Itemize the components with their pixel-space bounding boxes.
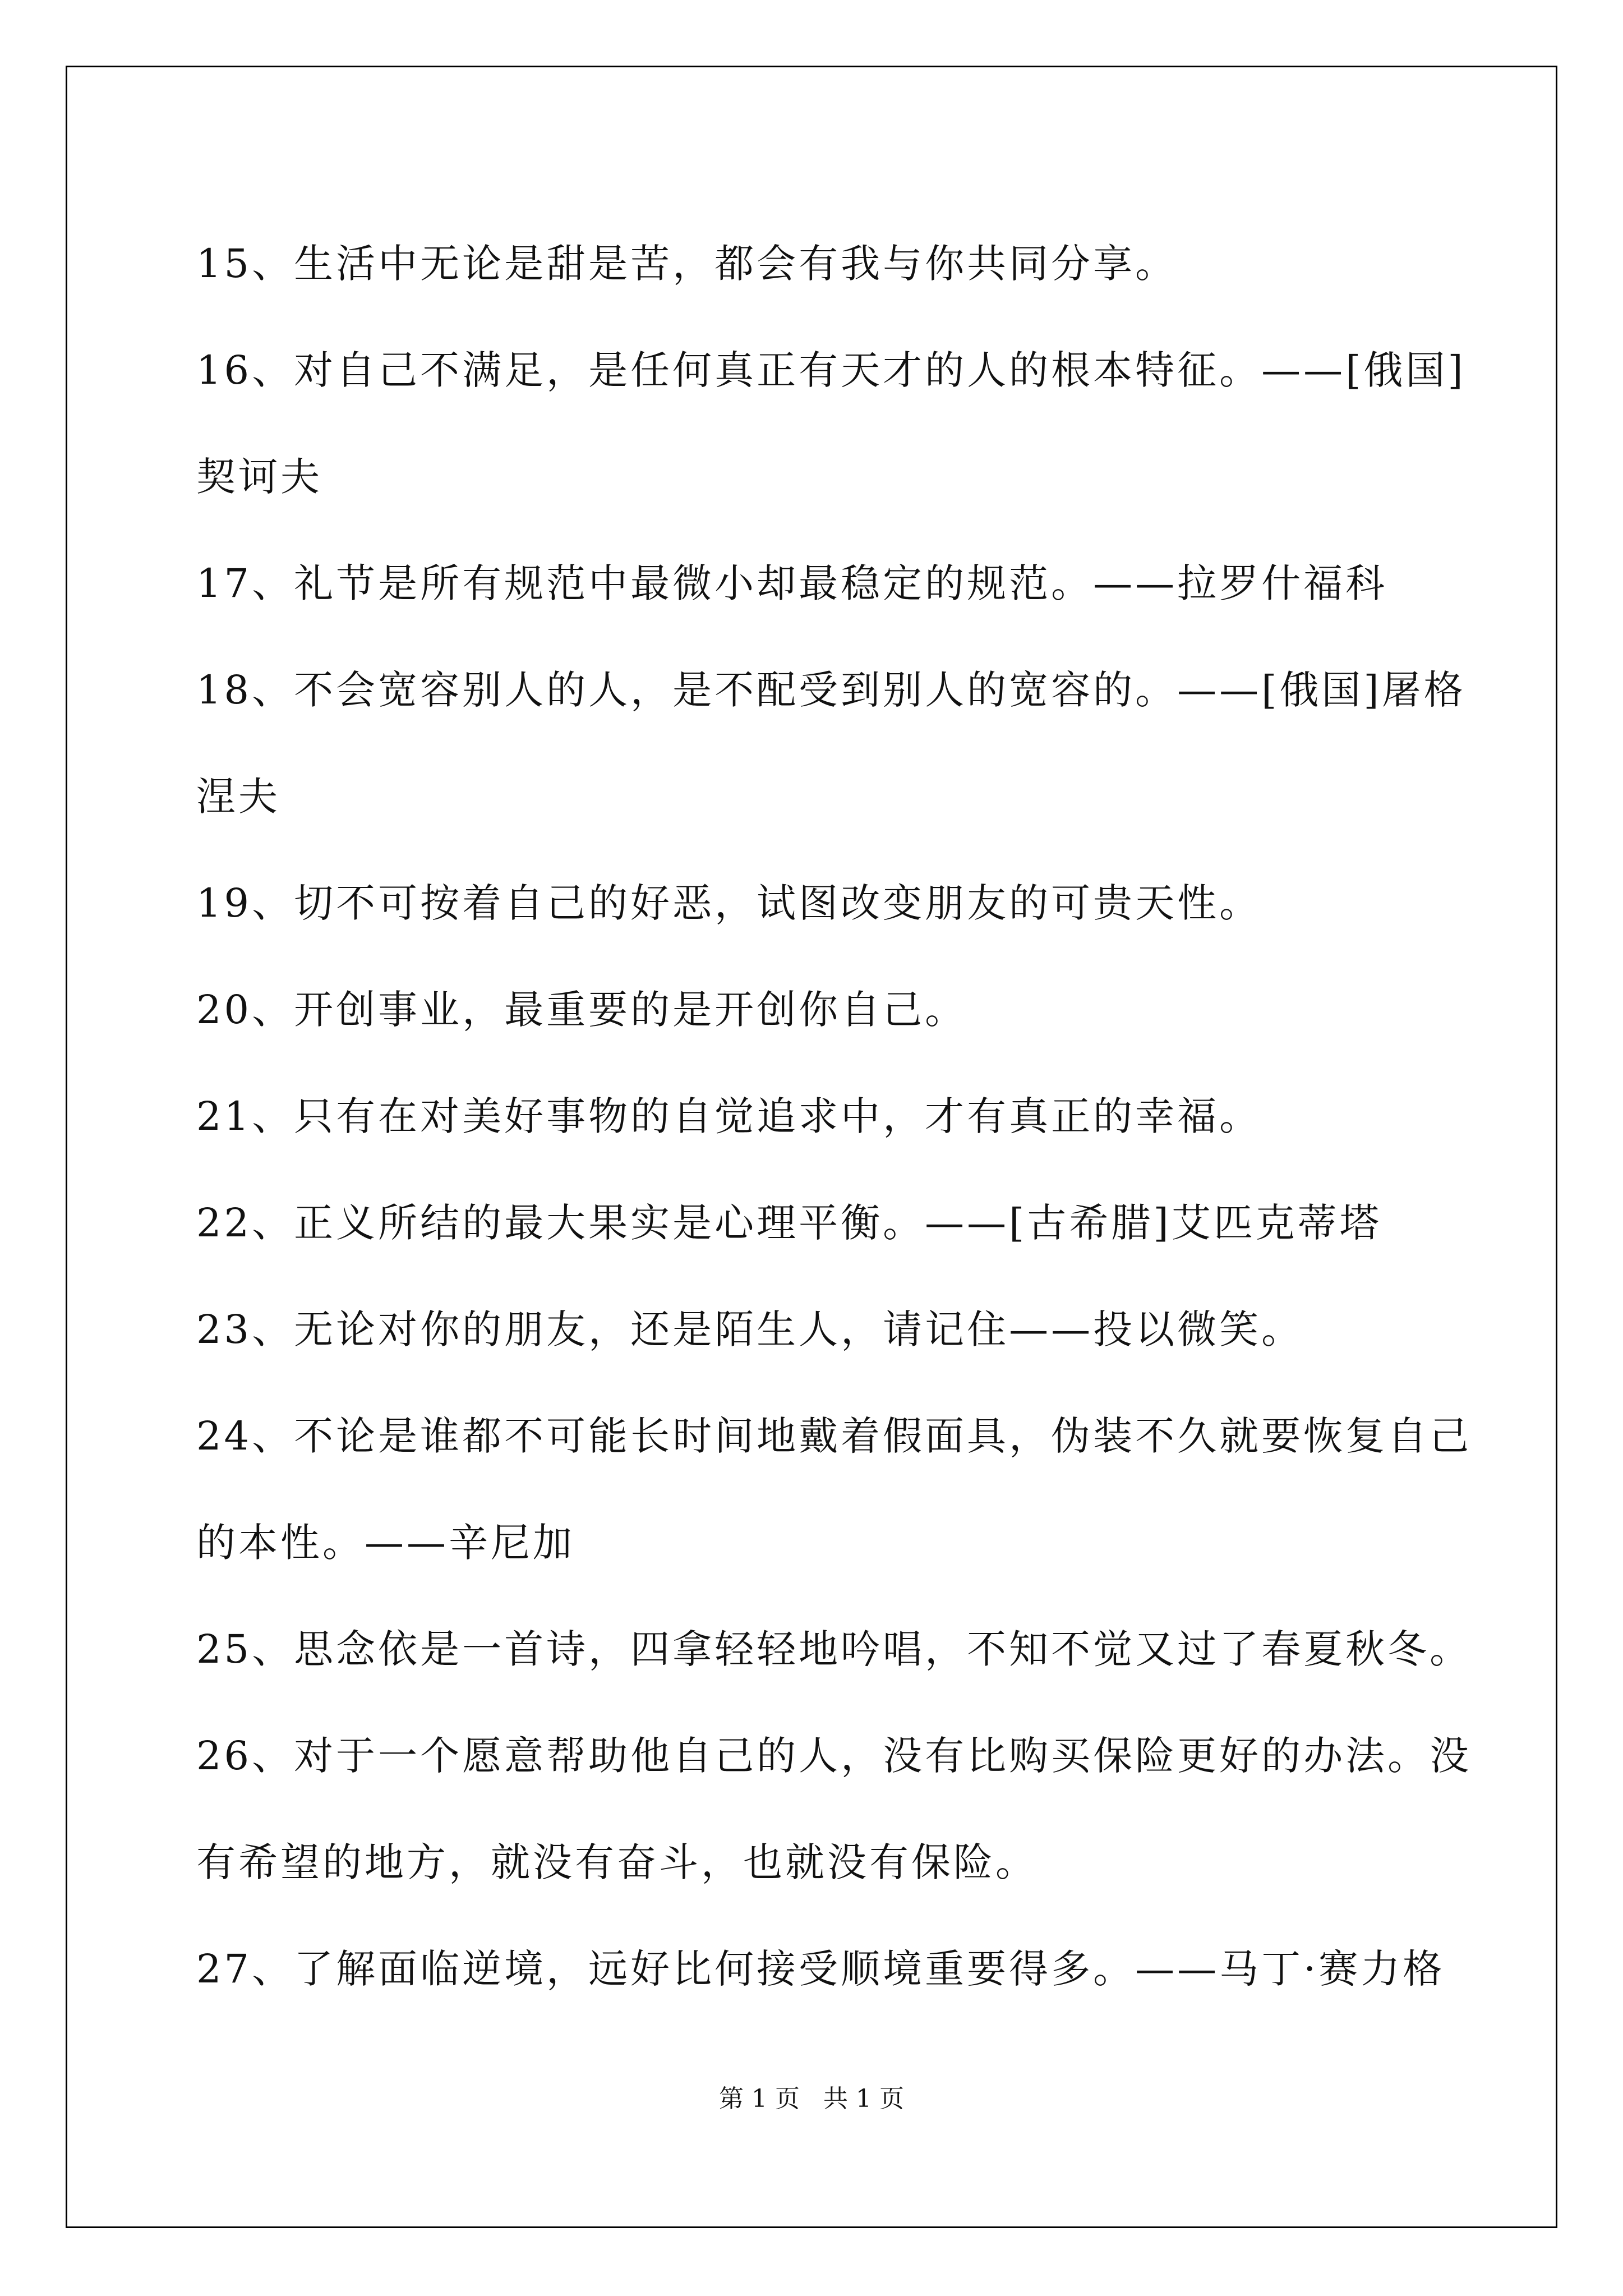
text-line: 18、不会宽容别人的人，是不配受到别人的宽容的。——[俄国]屠格 [196,667,1466,713]
page-number: 第 1 页 [719,2085,800,2113]
text-line: 17、礼节是所有规范中最微小却最稳定的规范。——拉罗什福科 [196,560,1388,606]
text-line: 有希望的地方，就没有奋斗，也就没有保险。 [196,1839,1038,1885]
text-line: 25、思念依是一首诗，四拿轻轻地吟唱，不知不觉又过了春夏秋冬。 [196,1626,1472,1672]
text-line: 26、对于一个愿意帮助他自己的人，没有比购买保险更好的办法。没 [196,1733,1472,1779]
page-footer [0,2078,1623,2114]
text-line: 24、不论是谁都不可能长时间地戴着假面具，伪装不久就要恢复自己 [196,1413,1472,1459]
text-line: 21、只有在对美好事物的自觉追求中，才有真正的幸福。 [196,1093,1262,1139]
text-line: 16、对自己不满足，是任何真正有天才的人的根本特征。——[俄国] [196,347,1466,393]
text-line: 22、正义所结的最大果实是心理平衡。——[古希腊]艾匹克蒂塔 [196,1200,1382,1246]
text-line: 27、了解面临逆境，远好比何接受顺境重要得多。——马丁·赛力格 [196,1946,1445,1992]
text-line: 15、生活中无论是甜是苦，都会有我与你共同分享。 [196,241,1178,287]
text-line: 23、无论对你的朋友，还是陌生人，请记住——投以微笑。 [196,1306,1304,1352]
text-line: 的本性。——辛尼加 [196,1520,575,1566]
text-line: 契诃夫 [196,454,322,500]
page-total: 共 1 页 [823,2085,904,2113]
text-line: 涅夫 [196,774,280,820]
text-line: 20、开创事业，最重要的是开创你自己。 [196,987,967,1033]
text-line: 19、切不可按着自己的好恶，试图改变朋友的可贵天性。 [196,880,1262,926]
document-body [196,210,1472,2022]
